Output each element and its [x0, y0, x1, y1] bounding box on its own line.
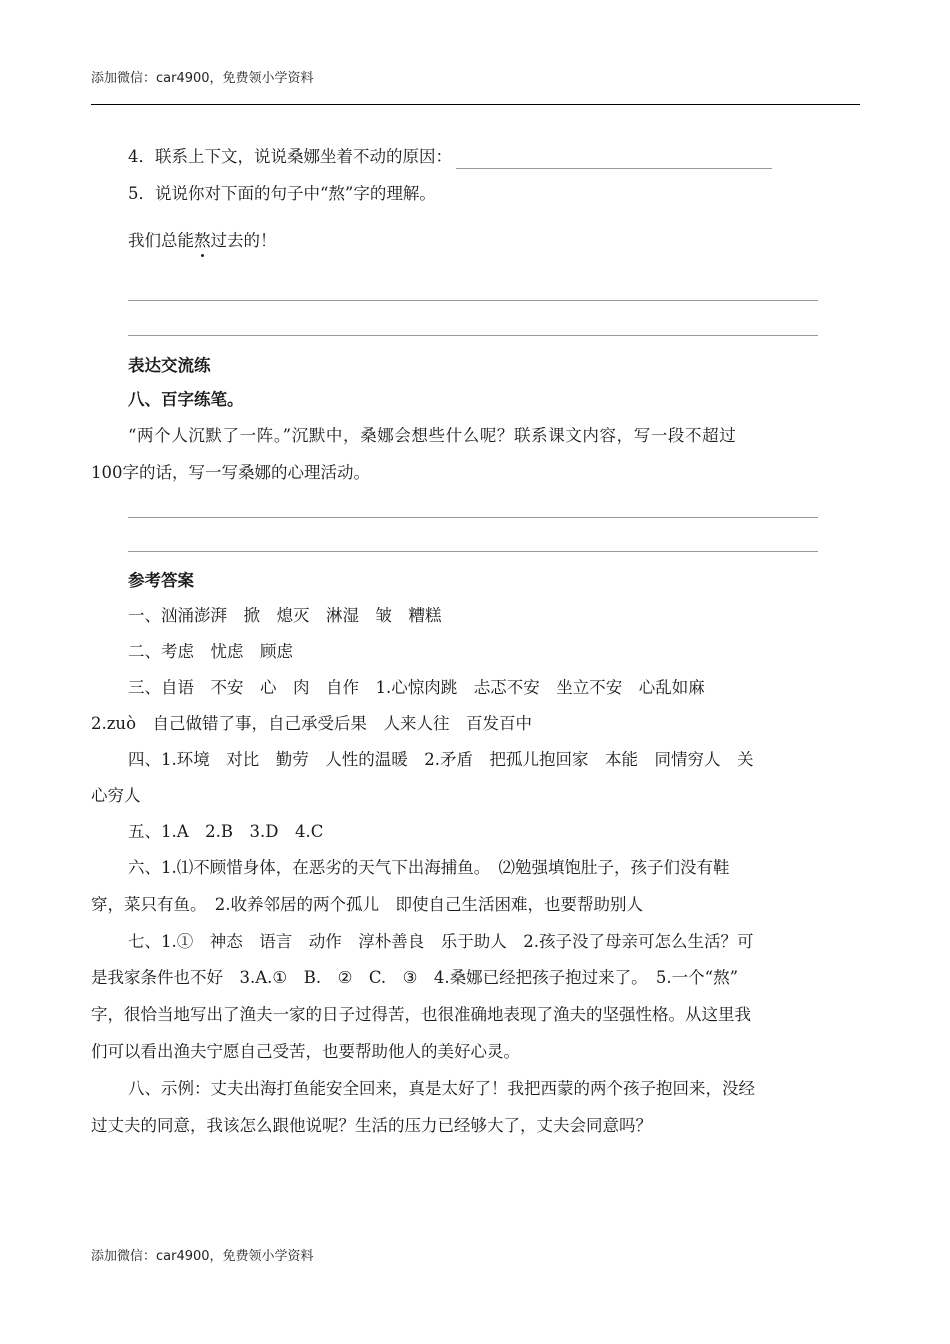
- answers-heading: 参考答案: [128, 571, 194, 590]
- answer-line: 是我家条件也不好 3.A.① B. ② C. ③ 4.桑娜已经把孩子抱过来了。 5.一个“熬”: [91, 968, 739, 987]
- answer-line-5a: [128, 300, 818, 301]
- header-divider: [91, 104, 860, 105]
- quoted-sentence-after: 过去的！: [210, 231, 277, 250]
- question-4: [128, 145, 772, 169]
- answer-line: 字，很恰当地写出了渔夫一家的日子过得苦，也很准确地表现了渔夫的坚强性格。从这里我: [91, 1005, 751, 1024]
- question-5: 5．说说你对下面的句子中“熬”字的理解。: [128, 184, 436, 203]
- answer-line: 一、汹涌澎湃 掀 熄灭 淋湿 皱 糟糕: [128, 606, 442, 625]
- answer-line: 过丈夫的同意，我该怎么跟他说呢？生活的压力已经够大了，丈夫会同意吗？: [91, 1116, 652, 1135]
- answer-line: 四、1.环境 对比 勤劳 人性的温暖 2.矛盾 把孤儿抱回家 本能 同情穷人 关: [128, 750, 754, 769]
- emphasized-character: 熬: [194, 231, 211, 250]
- answer-line-5b: [128, 335, 818, 336]
- section-subheading: 八、百字练笔。: [128, 390, 244, 409]
- answer-line: 穿，菜只有鱼。 2.收养邻居的两个孤儿 即使自己生活困难，也要帮助别人: [91, 895, 643, 914]
- quoted-sentence: [128, 229, 277, 253]
- answer-line: 七、1.① 神态 语言 动作 淳朴善良 乐于助人 2.孩子没了母亲可怎么生活？可: [128, 932, 754, 951]
- section-heading: 表达交流练: [128, 356, 211, 375]
- answer-line: 心穷人: [91, 786, 141, 805]
- quoted-sentence-before: 我们总能: [128, 231, 194, 250]
- prompt-line-1: “两个人沉默了一阵。”沉默中，桑娜会想些什么呢？联系课文内容，写一段不超过: [128, 426, 737, 445]
- answer-line: 六、1.⑴不顾惜身体，在恶劣的天气下出海捕鱼。 ⑵勉强填饱肚子，孩子们没有鞋: [128, 858, 730, 877]
- answer-line: 三、自语 不安 心 肉 自作 1.心惊肉跳 忐忑不安 坐立不安 心乱如麻: [128, 678, 705, 697]
- question-4-text: 4．联系上下文，说说桑娜坐着不动的原因：: [128, 147, 452, 166]
- answer-line: 2.zuò 自己做错了事，自己承受后果 人来人往 百发百中: [91, 714, 532, 733]
- question-4-answer-line: [456, 150, 772, 169]
- answer-line-8b: [128, 551, 818, 552]
- answer-line: 五、1.A 2.B 3.D 4.C: [128, 822, 324, 841]
- prompt-line-2: 100字的话，写一写桑娜的心理活动。: [91, 463, 370, 482]
- answer-line: 们可以看出渔夫宁愿自己受苦，也要帮助他人的美好心灵。: [91, 1042, 520, 1061]
- answer-line: 二、考虑 忧虑 顾虑: [128, 642, 293, 661]
- page-footer: 添加微信：car4900，免费领小学资料: [91, 1249, 314, 1264]
- answer-line: 八、示例：丈夫出海打鱼能安全回来，真是太好了！我把西蒙的两个孩子抱回来，没经: [128, 1079, 755, 1098]
- page-header: 添加微信：car4900，免费领小学资料: [91, 71, 314, 86]
- answer-line-8a: [128, 517, 818, 518]
